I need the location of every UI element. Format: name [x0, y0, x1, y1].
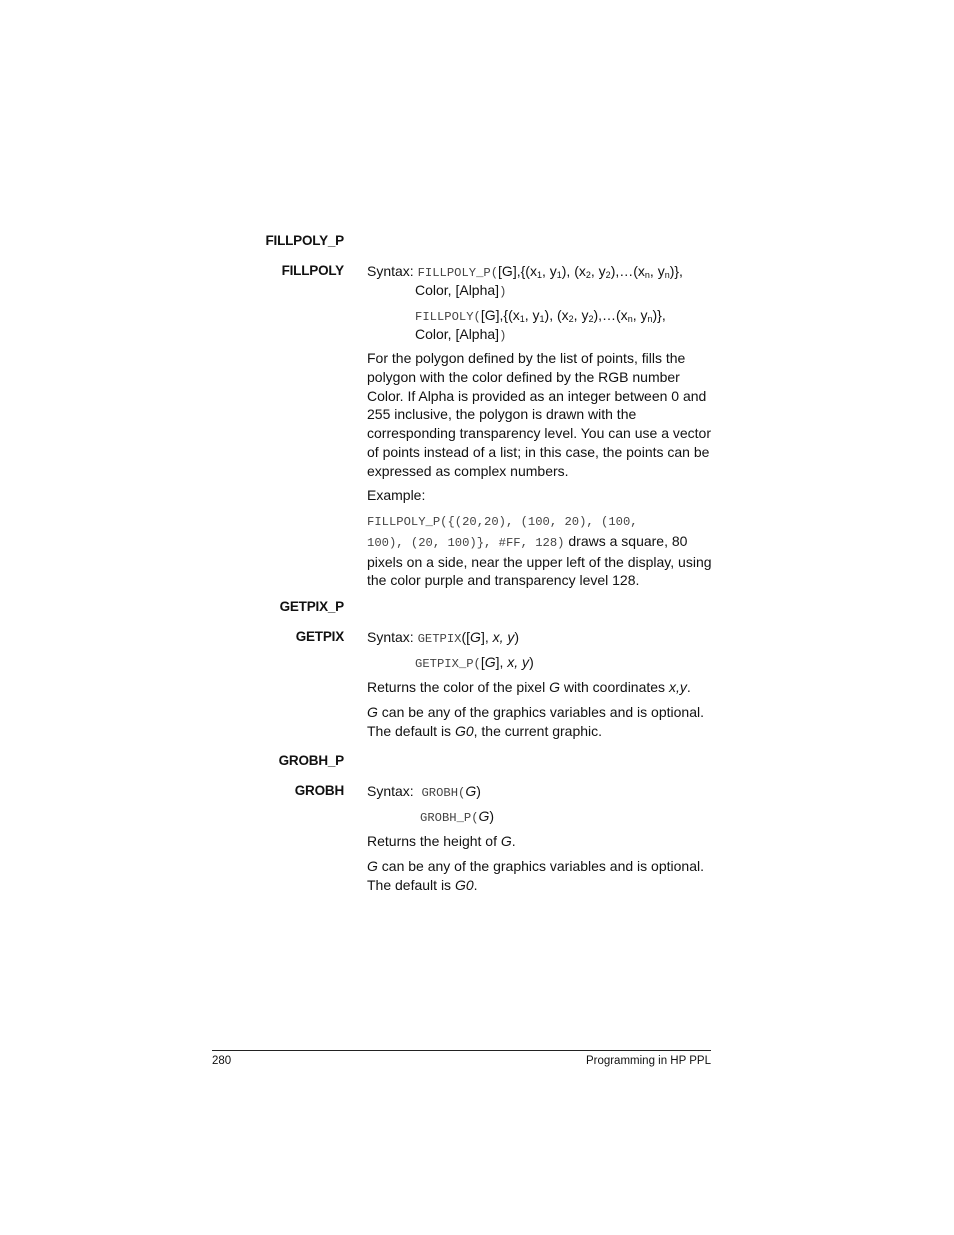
fillpoly-code: FILLPOLY( [415, 310, 481, 324]
fillpoly-syntax-1: Syntax: $FILLPOLY\_P([G],\{(x_1$, $y_1$), ($x_2$, $y_2),\dots(x_n$, $y_n$)}, [367, 263, 683, 280]
fillpoly-description: For the polygon defined by the list of points, fills the polygon with the color defined by the RGB number Color. If Alpha is provided as an integer between 0 and 255 inclusive, the polygon is drawn with the corresponding transparency level. You can use a vector of points instead of a list; in this case, the points can be expressed as complex numbers. [367, 350, 711, 479]
fillpoly-example-label: Example: [367, 487, 426, 503]
grobh-syntax-2: GROBH_P(G) [420, 808, 495, 825]
heading-fillpoly-p: FILLPOLY_P [265, 233, 344, 248]
grobh-description-2: G can be any of the graphics variables and is optional. The default is G0. [367, 858, 704, 893]
heading-fillpoly: FILLPOLY [281, 263, 344, 278]
fillpoly-syntax-1-cont: Color, [Alpha]) [415, 282, 507, 299]
fillpoly-syntax-2-cont: Color, [Alpha]) [415, 326, 507, 343]
page-number: 280 [212, 1055, 232, 1067]
footer-title: Programming in HP PPL [585, 1055, 711, 1067]
fillpoly-example: FILLPOLY_P({(20,20), (100, 20), (100, 100), (20, 100)}, #FF, 128) draws a square, 80 pixels on a side, near the upper left of the display, using the color purple and transparency level 128. [367, 515, 712, 589]
heading-getpix-p: GETPIX_P [279, 599, 344, 614]
fillpoly-p-code: FILLPOLY_P( [417, 266, 499, 280]
heading-grobh-p: GROBH_P [278, 753, 344, 768]
footer-rule [212, 1050, 711, 1051]
getpix-description-2: G can be any of the graphics variables and is optional. The default is G0, the current graphic. [367, 704, 704, 739]
heading-getpix: GETPIX [295, 629, 344, 644]
grobh-description-1: Returns the height of G. [367, 833, 516, 849]
grobh-syntax-1: Syntax: GROBH(G) [367, 783, 481, 800]
getpix-syntax-2: GETPIX_P([G], x, y) [415, 654, 534, 671]
getpix-syntax-1: Syntax: GETPIX([G], x, y) [367, 629, 520, 646]
heading-grobh: GROBH [294, 783, 344, 798]
getpix-description-1: Returns the color of the pixel G with coordinates x,y. [367, 679, 691, 695]
fillpoly-syntax-2: $FILLPOLY([G],\{(x_1$, $y_1$), ($x_2$, $y_2),\dots(x_n$, $y_n$)}, [415, 307, 666, 324]
syntax-label: Syntax: [367, 263, 414, 279]
